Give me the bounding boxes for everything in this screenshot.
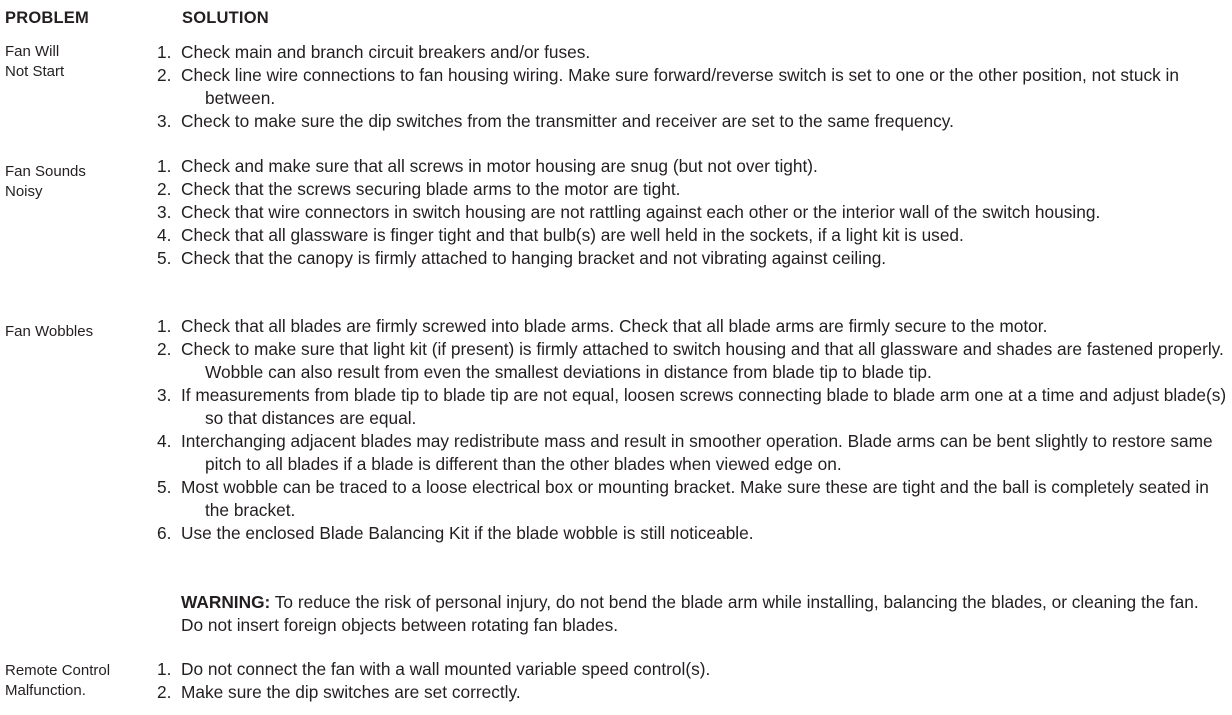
solution-step: 5. Check that the canopy is firmly attached to hanging bracket and not vibrating against ceiling. — [157, 248, 887, 268]
solution-header: SOLUTION — [182, 9, 269, 27]
solution-step: 2. Check to make sure that light kit (if present) is firmly attached to switch housing and that all glassware and shades are fastened properly. Wobble can also result from even the smallest deviations in distance from blade tip to blade tip. — [157, 339, 1224, 382]
solution-step: 4. Interchanging adjacent blades may redistribute mass and result in smoother operation. Blade arms can be bent slightly to restore same pitch to all blades if a blade is different than the other blades when viewed edge on. — [157, 431, 1213, 474]
solution-step: 5. Most wobble can be traced to a loose electrical box or mounting bracket. Make sure these are tight and the ball is completely seated in the bracket. — [157, 477, 1209, 520]
problem-label-wobbles — [5, 322, 93, 342]
solution-step: 2. Make sure the dip switches are set correctly. — [157, 682, 521, 702]
solution-list-noisy — [157, 155, 1227, 270]
solution-step: 1. Check that all blades are firmly screwed into blade arms. Check that all blade arms are firmly secure to the motor. — [157, 316, 1048, 336]
warning-text: To reduce the risk of personal injury, do not bend the blade arm while installing, balancing the blades, or cleaning the fan. Do not insert foreign objects between rotating fan blades. — [181, 592, 1199, 635]
problem-line: Not Start — [5, 63, 65, 80]
solution-step: 2. Check line wire connections to fan housing wiring. Make sure forward/reverse switch is set to one or the other position, not stuck in between. — [157, 65, 1180, 108]
solution-list-remote — [157, 658, 1227, 704]
problem-line: Fan Wobbles — [5, 323, 94, 340]
problem-line: Fan Sounds — [5, 163, 86, 180]
solution-list-wobbles — [157, 315, 1227, 545]
solution-step: 1. Do not connect the fan with a wall mounted variable speed control(s). — [157, 659, 711, 679]
solution-step: 6. Use the enclosed Blade Balancing Kit if the blade wobble is still noticeable. — [157, 523, 754, 543]
solution-step: 4. Check that all glassware is finger tight and that bulb(s) are well held in the sockets, if a light kit is used. — [157, 225, 964, 245]
solution-step: 3. Check that wire connectors in switch housing are not rattling against each other or the interior wall of the switch housing. — [157, 202, 1101, 222]
solution-step: 1. Check and make sure that all screws in motor housing are snug (but not over tight). — [157, 156, 818, 176]
problem-header: PROBLEM — [5, 9, 89, 27]
solution-step: 2. Check that the screws securing blade arms to the motor are tight. — [157, 179, 681, 199]
problem-line: Noisy — [5, 183, 43, 200]
solution-step: 3. Check to make sure the dip switches from the transmitter and receiver are set to the same frequency. — [157, 111, 954, 131]
problem-line: Malfunction. — [5, 682, 86, 699]
problem-label-remote — [5, 661, 110, 701]
warning-label: WARNING: — [181, 592, 271, 612]
solution-step: 1. Check main and branch circuit breakers and/or fuses. — [157, 42, 591, 62]
problem-line: Fan Will — [5, 43, 60, 60]
problem-label-not-start — [5, 42, 64, 82]
solution-step: 3. If measurements from blade tip to blade tip are not equal, loosen screws connecting blade to blade arm one at a time and adjust blade(s) so that distances are equal. — [157, 385, 1227, 428]
problem-label-noisy — [5, 162, 86, 202]
warning-paragraph — [181, 591, 1221, 637]
solution-list-not-start — [157, 41, 1227, 133]
problem-line: Remote Control — [5, 662, 111, 679]
